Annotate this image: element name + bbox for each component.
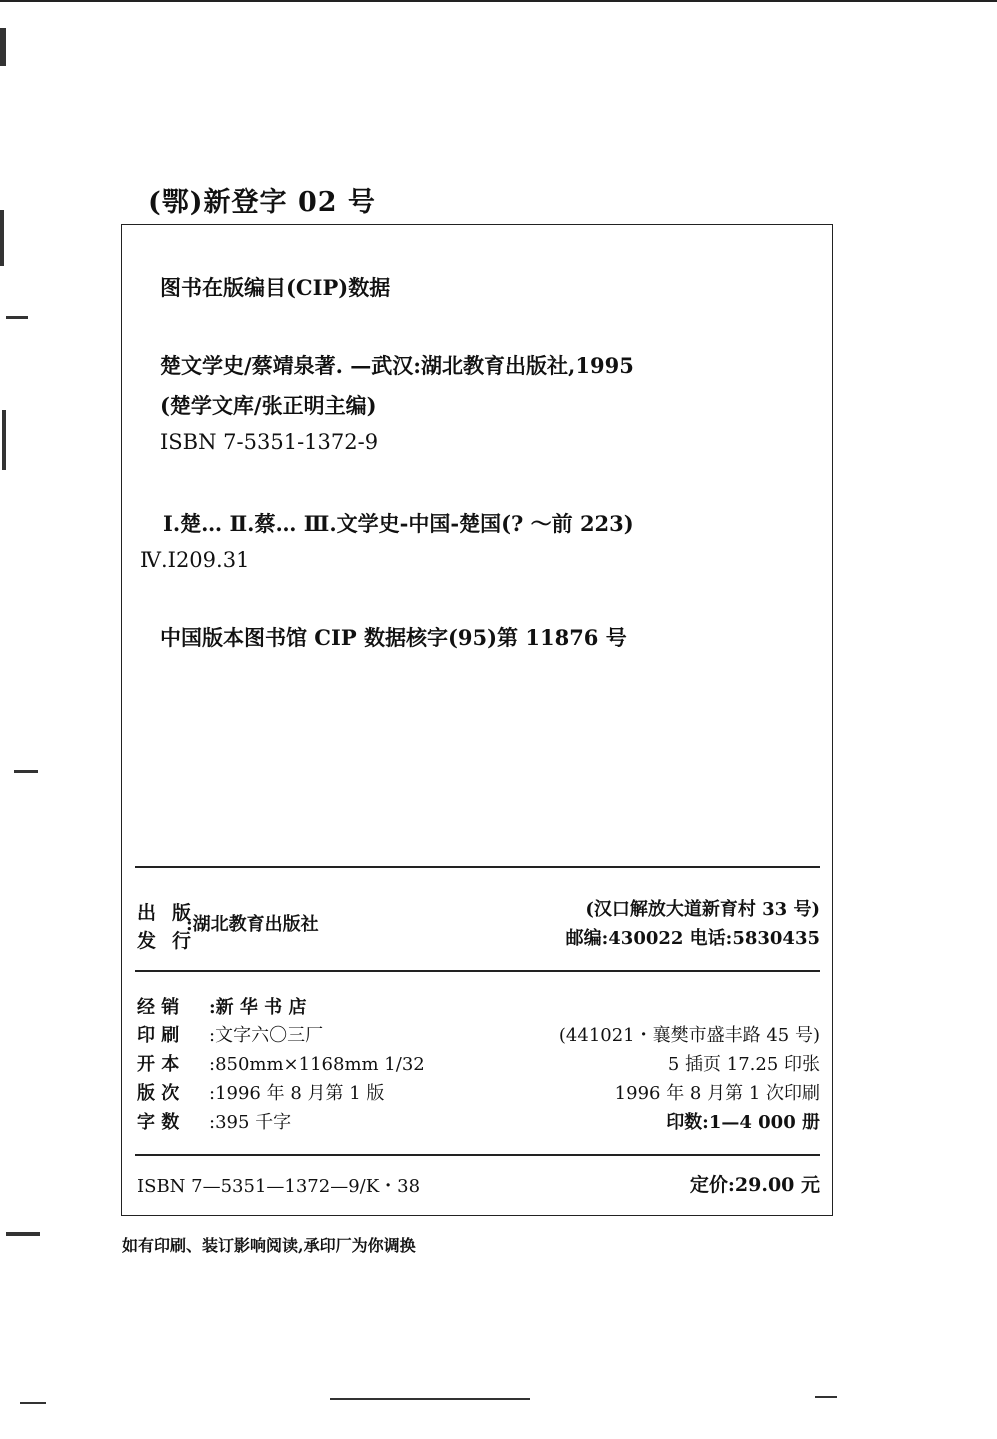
scan-artifact — [20, 1402, 46, 1404]
printer-value: :文字六〇三厂 — [209, 1025, 324, 1046]
publisher-name: :湖北教育出版社 — [186, 914, 319, 935]
word-count-row — [137, 1108, 291, 1134]
cip-series-line: (楚学文库/张正明主编) — [160, 393, 377, 418]
top-border-line — [0, 0, 997, 2]
price: 定价:29.00 元 — [689, 1174, 820, 1196]
printer-label: 印 刷 — [137, 1025, 180, 1046]
format-value: :850mm×1168mm 1/32 — [209, 1054, 425, 1075]
scan-artifact — [14, 770, 38, 773]
printer-row — [137, 1021, 323, 1047]
word-count-label: 字 数 — [137, 1112, 180, 1133]
distributor-value: :新 华 书 店 — [209, 997, 307, 1018]
printer-address: (441021・襄樊市盛丰路 45 号) — [558, 1025, 820, 1046]
cip-title: 图书在版编目(CIP)数据 — [160, 275, 391, 300]
distributor-label: 经 销 — [137, 997, 180, 1018]
distributor-row — [137, 993, 306, 1019]
scan-artifact — [6, 316, 28, 319]
registration-number: (鄂)新登字 02 号 — [148, 187, 376, 218]
print-run: 印数:1—4 000 册 — [666, 1112, 820, 1133]
printing-date: 1996 年 8 月第 1 次印刷 — [614, 1083, 820, 1104]
scan-artifact — [6, 1232, 40, 1236]
word-count-value: :395 千字 — [209, 1112, 292, 1133]
cip-classification: Ⅰ.楚… Ⅱ.蔡… Ⅲ.文学史-中国-楚国(? ～前 223) — [163, 511, 634, 536]
format-row — [137, 1050, 425, 1076]
edition-label: 版 次 — [137, 1083, 180, 1104]
publisher-label-bottom: 发行 — [137, 930, 208, 952]
edition-value: :1996 年 8 月第 1 版 — [209, 1083, 385, 1104]
scan-artifact — [815, 1396, 837, 1398]
publisher-contact: 邮编:430022 电话:5830435 — [565, 928, 820, 949]
divider-rule — [135, 1154, 820, 1156]
format-sheets: 5 插页 17.25 印张 — [667, 1054, 820, 1075]
scan-artifact — [2, 410, 6, 470]
publisher-label-top: 出版 — [137, 902, 208, 924]
scan-artifact — [330, 1398, 530, 1400]
divider-rule — [135, 866, 820, 868]
cip-book-line: 楚文学史/蔡靖泉著. —武汉:湖北教育出版社,1995 — [160, 353, 634, 378]
cip-classification-code: Ⅳ.I209.31 — [140, 548, 250, 572]
footnote: 如有印刷、装订影响阅读,承印厂为你调换 — [122, 1236, 416, 1255]
publisher-address: (汉口解放大道新育村 33 号) — [585, 899, 820, 920]
cip-approval-number: 中国版本图书馆 CIP 数据核字(95)第 11876 号 — [160, 625, 627, 650]
bottom-isbn: ISBN 7—5351—1372—9/K・38 — [137, 1176, 421, 1197]
edition-row — [137, 1079, 384, 1105]
scan-artifact — [0, 28, 6, 66]
format-label: 开 本 — [137, 1054, 180, 1075]
divider-rule — [135, 970, 820, 972]
cip-isbn: ISBN 7-5351-1372-9 — [160, 430, 379, 454]
scan-artifact — [0, 210, 4, 266]
